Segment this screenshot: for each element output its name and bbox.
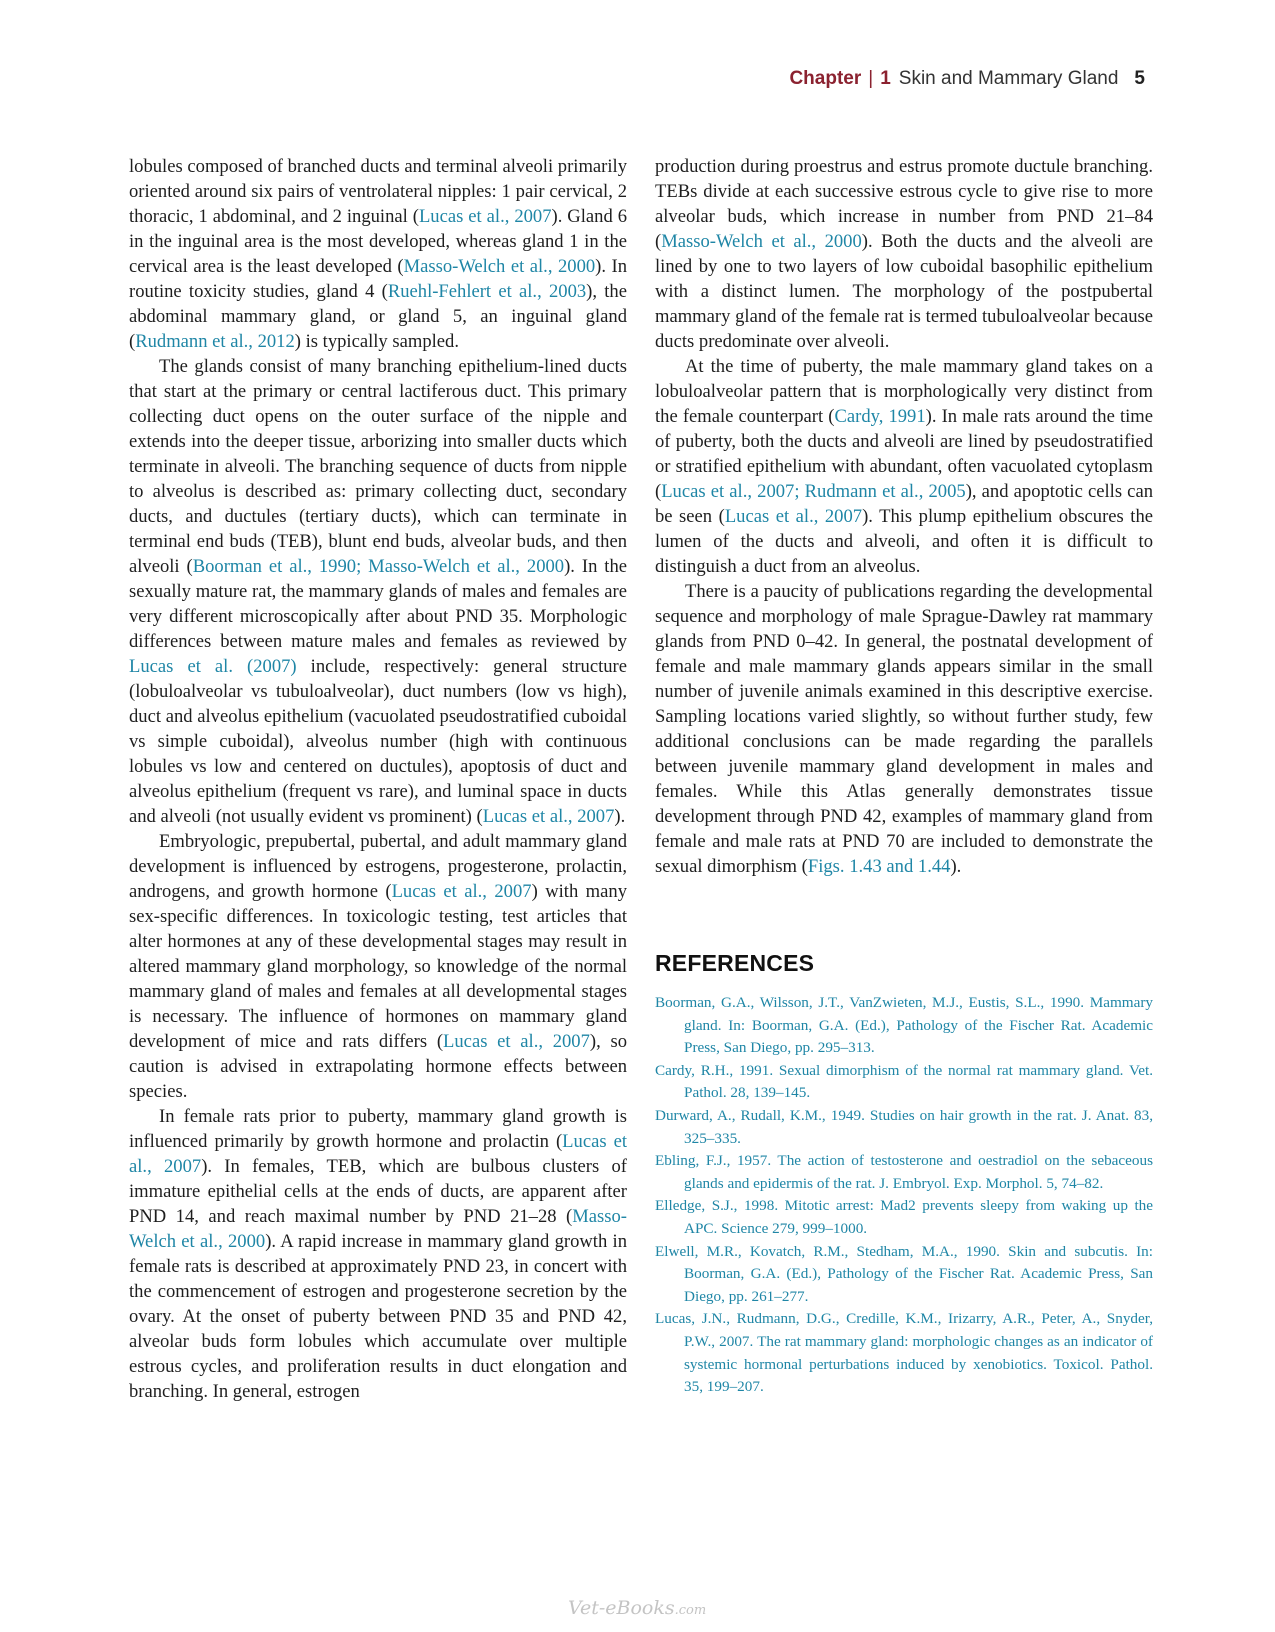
body-text: ) is typically sampled. — [294, 331, 459, 352]
citation-link[interactable]: Lucas et al., 2007; Rudmann et al., 2005 — [661, 481, 966, 502]
citation-link[interactable]: Rudmann et al., 2012 — [135, 331, 295, 352]
references-heading: REFERENCES — [655, 950, 815, 976]
page-number: 5 — [1134, 68, 1145, 89]
body-text: ). Both the ducts and the alveoli are lined by one to two layers of low cuboidal basophilic epithelium with a distinct lumen. The morphology of the postpubertal mammary gland of the female rat is termed tubuloalveolar because ducts predominate over alveoli. — [655, 231, 1153, 352]
references-list — [655, 992, 1153, 1399]
citation-link[interactable]: Lucas et al., 2007 — [482, 806, 615, 827]
body-text: ). In male rats around the time of puberty, both the ducts and alveoli are lined by pseudostratified or stratified epithelium with abundant, often vacuolated cytoplasm ( — [655, 406, 1153, 502]
chapter-label: Chapter — [789, 68, 862, 89]
body-text: Embryologic, prepubertal, pubertal, and adult mammary gland development is influenced by estrogens, progesterone, prolactin, androgens, and growth hormone ( — [129, 831, 627, 902]
citation-link[interactable]: Masso-Welch et al., 2000 — [661, 231, 862, 252]
paragraph — [129, 1104, 627, 1404]
body-text: lobules composed of branched ducts and terminal alveoli primarily oriented around six pairs of ventrolateral nipples: 1 pair cervical, 2 thoracic, 1 abdominal, and 2 inguinal ( — [129, 156, 627, 227]
reference-entry[interactable]: Ebling, F.J., 1957. The action of testosterone and oestradiol on the sebaceous glands and epidermis of the rat. J. Embryol. Exp. Morphol. 5, 74–82. — [655, 1152, 1153, 1192]
body-text: production during proestrus and estrus promote ductule branching. TEBs divide at each successive estrous cycle to give rise to more alveolar buds, which increase in number from PND 21–84 ( — [655, 156, 1153, 252]
citation-link[interactable]: Masso-Welch et al., 2000 — [129, 1206, 627, 1252]
body-text: The glands consist of many branching epithelium-lined ducts that start at the primary or central lactiferous duct. This primary collecting duct opens on the outer surface of the nipple and extends into the deeper tissue, arborizing into smaller ducts which terminate in alveoli. The branching sequence of ducts from nipple to alveolus is described as: primary collecting duct, secondary ducts, and ductules (tertiary ducts), which can terminate in terminal end buds (TEB), blunt end buds, alveolar buds, and then alveoli ( — [129, 356, 627, 577]
body-text: ). A rapid increase in mammary gland growth in female rats is described at approximately PND 23, in concert with the commencement of estrogen and progesterone secretion by the ovary. At the onset of puberty between PND 35 and PND 42, alveolar buds form lobules which accumulate over multiple estrous cycles, and proliferation results in duct elongation and branching. In general, estrogen — [129, 1231, 628, 1402]
paragraph — [655, 354, 1153, 579]
citation-link[interactable]: Lucas et al., 2007 — [724, 506, 863, 527]
body-text: ) with many sex-specific differences. In toxicologic testing, test articles that alter hormones at any of these developmental stages may result in altered mammary gland morphology, so knowledge of the normal mammary gland of males and females at all developmental stages is necessary. The influence of hormones on mammary gland development of mice and rats differs ( — [129, 881, 627, 1052]
citation-link[interactable]: Cardy, 1991 — [834, 406, 926, 427]
watermark-logo — [568, 1597, 706, 1619]
paragraph — [129, 354, 627, 829]
body-text: include, respectively: general structure (lobuloalveolar vs tubuloalveolar), duct numbers (low vs high), duct and alveolus epithelium (vacuolated pseudostratified cuboidal vs simple cuboidal), alveolus number (high with continuous lobules vs low and centered on ductules), apoptosis of duct and alveolus epithelium (frequent vs rare), and luminal space in ducts and alveoli (not usually evident vs prominent) ( — [129, 656, 627, 827]
body-text: ). In females, TEB, which are bulbous clusters of immature epithelial cells at the ends of ducts, are apparent after PND 14, and reach maximal number by PND 21–28 ( — [129, 1156, 627, 1227]
paragraph — [129, 154, 627, 354]
watermark-suffix: .com — [674, 1603, 707, 1618]
citation-link[interactable]: Masso-Welch et al., 2000 — [403, 256, 596, 277]
body-text: In female rats prior to puberty, mammary gland growth is influenced primarily by growth hormone and prolactin ( — [129, 1106, 627, 1152]
body-text: ), so caution is advised in extrapolating hormone effects between species. — [129, 1031, 627, 1102]
body-text: ). — [950, 856, 962, 877]
body-text: ). — [614, 806, 626, 827]
body-text: ), and apoptotic cells can be seen ( — [655, 481, 1153, 527]
body-text: ), the abdominal mammary gland, or gland 5, an inguinal gland ( — [129, 281, 627, 352]
body-text: ). In routine toxicity studies, gland 4 ( — [129, 256, 627, 302]
citation-link[interactable]: Lucas et al. (2007) — [129, 656, 297, 677]
body-text: ). In the sexually mature rat, the mammary glands of males and females are very different microscopically after about PND 35. Morphologic differences between mature males and females as reviewed by — [129, 556, 628, 652]
reference-entry[interactable]: Elwell, M.R., Kovatch, R.M., Stedham, M.A., 1990. Skin and subcutis. In: Boorman, G.A. (Ed.), Pathology of the Fischer Rat. Academic Press, San Diego, pp. 261–277. — [655, 1242, 1153, 1305]
citation-link[interactable]: Lucas et al., 2007 — [129, 1131, 627, 1177]
chapter-number: 1 — [880, 68, 891, 89]
running-header — [789, 68, 1145, 90]
figure-link[interactable]: Figs. 1.43 and 1.44 — [807, 856, 951, 877]
citation-link[interactable]: Lucas et al., 2007 — [418, 206, 552, 227]
body-text: ). Gland 6 in the inguinal area is the most developed, whereas gland 1 in the cervical area is the least developed ( — [129, 206, 627, 277]
header-separator: | — [868, 68, 874, 89]
reference-entry[interactable]: Elledge, S.J., 1998. Mitotic arrest: Mad2 prevents sleepy from waking up the APC. Science 279, 999–1000. — [655, 1197, 1153, 1237]
citation-link[interactable]: Boorman et al., 1990; Masso-Welch et al., 2000 — [192, 556, 565, 577]
citation-link[interactable]: Ruehl-Fehlert et al., 2003 — [387, 281, 587, 302]
reference-entry[interactable]: Durward, A., Rudall, K.M., 1949. Studies on hair growth in the rat. J. Anat. 83, 325–335. — [655, 1106, 1153, 1147]
reference-entry[interactable]: Lucas, J.N., Rudmann, D.G., Credille, K.M., Irizarry, A.R., Peter, A., Snyder, P.W., 2007. The rat mammary gland: morphologic changes as an indicator of systemic hormonal perturbations induced by xenobiotics. Toxicol. Pathol. 35, 199–207. — [655, 1310, 1153, 1396]
reference-entry[interactable]: Cardy, R.H., 1991. Sexual dimorphism of the normal rat mammary gland. Vet. Pathol. 28, 139–145. — [655, 1061, 1153, 1102]
paragraph — [655, 579, 1153, 879]
paragraph — [655, 154, 1153, 354]
body-text: There is a paucity of publications regarding the developmental sequence and morphology of male Sprague-Dawley rat mammary glands from PND 0–42. In general, the postnatal development of female and male mammary glands appears similar in the small number of juvenile animals examined in this descriptive exercise. Sampling locations varied slightly, so without further study, few additional conclusions can be made regarding the parallels between juvenile mammary gland development in males and females. While this Atlas generally demonstrates tissue development through PND 42, examples of mammary gland from female and male rats at PND 70 are included to demonstrate the sexual dimorphism ( — [655, 581, 1153, 877]
body-text: ). This plump epithelium obscures the lumen of the ducts and alveoli, and often it is difficult to distinguish a duct from an alveolus. — [655, 506, 1154, 577]
right-column — [655, 154, 1153, 1399]
chapter-title: Skin and Mammary Gland — [898, 68, 1119, 89]
left-column — [129, 154, 627, 1404]
citation-link[interactable]: Lucas et al., 2007 — [391, 881, 532, 902]
citation-link[interactable]: Lucas et al., 2007 — [443, 1031, 590, 1052]
reference-entry[interactable]: Boorman, G.A., Wilsson, J.T., VanZwieten, M.J., Eustis, S.L., 1990. Mammary gland. In: Boorman, G.A. (Ed.), Pathology of the Fischer Rat. Academic Press, San Diego, pp. 295–313. — [655, 994, 1153, 1057]
body-text: At the time of puberty, the male mammary gland takes on a lobuloalveolar pattern that is morphologically very distinct from the female counterpart ( — [655, 356, 1153, 427]
watermark-text: Vet-eBooks — [568, 1597, 675, 1619]
paragraph — [129, 829, 627, 1104]
